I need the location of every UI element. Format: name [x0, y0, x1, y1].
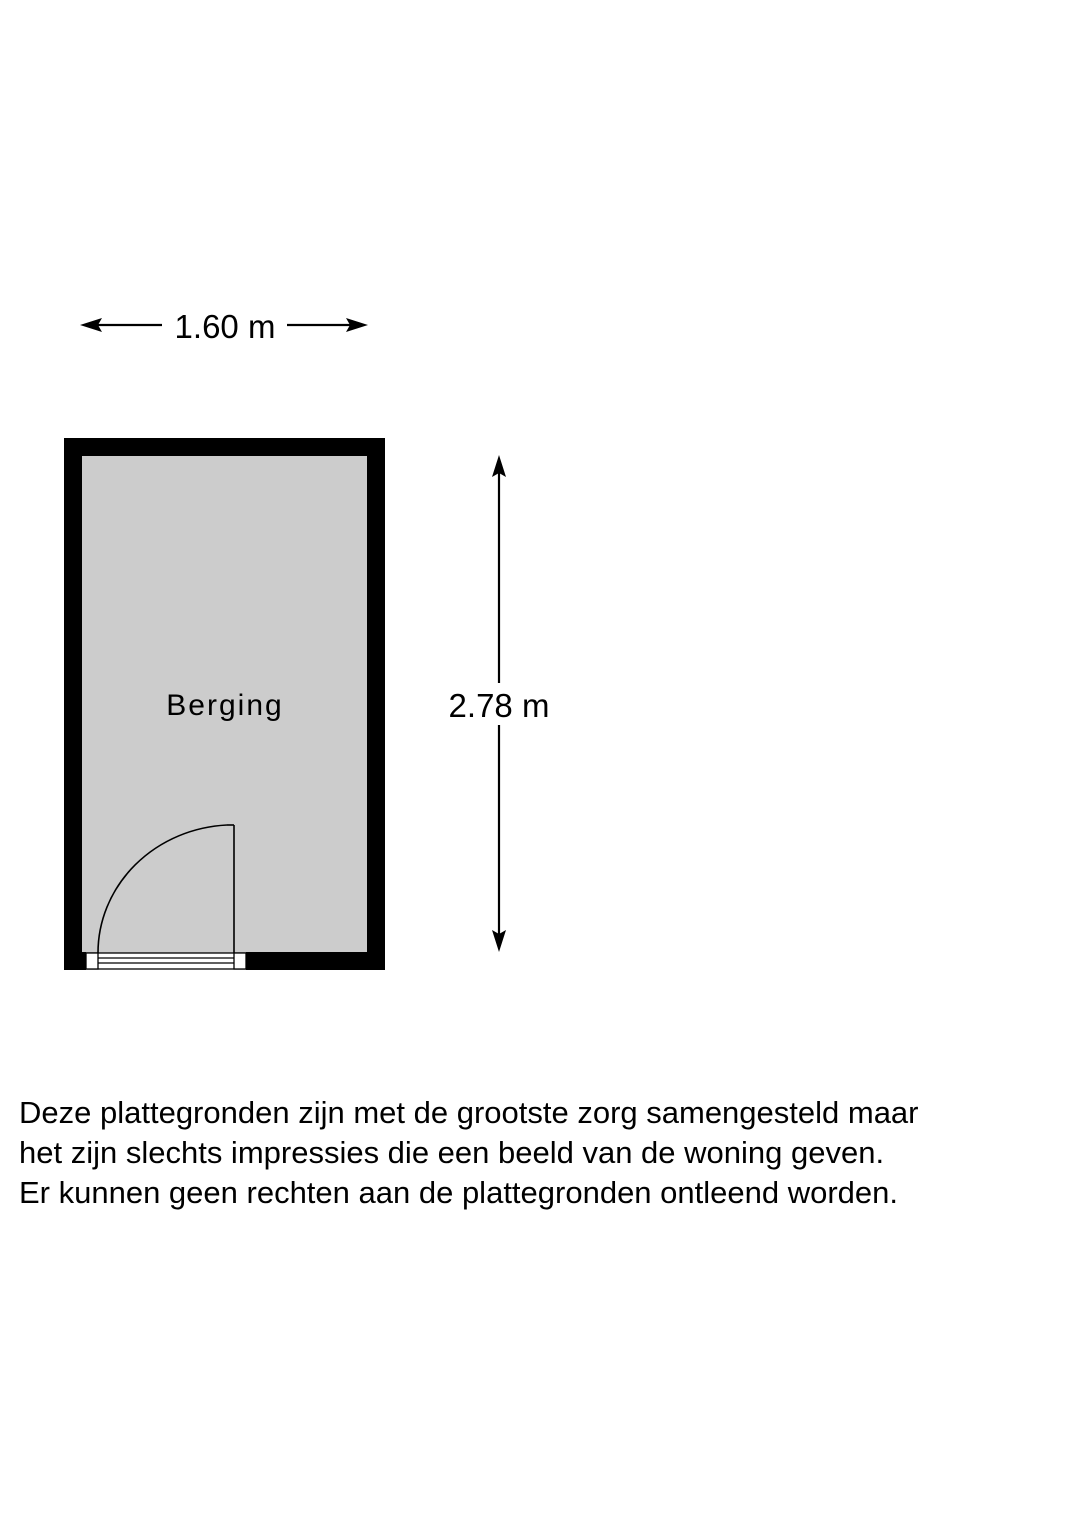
wall-bottom-left-stub	[64, 952, 86, 970]
disclaimer-text	[19, 1093, 1069, 1213]
disclaimer-line-3: Er kunnen geen rechten aan de plattegronden ontleend worden.	[19, 1175, 899, 1210]
width-dimension-label: 1.60 m	[174, 308, 276, 345]
disclaimer-line-1: Deze plattegronden zijn met de grootste zorg samengesteld maar	[19, 1095, 919, 1130]
height-dimension	[449, 455, 550, 952]
wall-right	[367, 438, 385, 970]
room-berging	[64, 438, 385, 970]
room-label: Berging	[166, 689, 284, 722]
wall-left	[64, 438, 82, 970]
disclaimer-line-2: het zijn slechts impressies die een beeld van de woning geven.	[19, 1135, 885, 1170]
width-dimension	[80, 308, 368, 345]
height-dimension-label: 2.78 m	[448, 687, 550, 724]
wall-top	[64, 438, 385, 456]
wall-bottom-right	[246, 952, 385, 970]
door-threshold	[86, 953, 246, 969]
